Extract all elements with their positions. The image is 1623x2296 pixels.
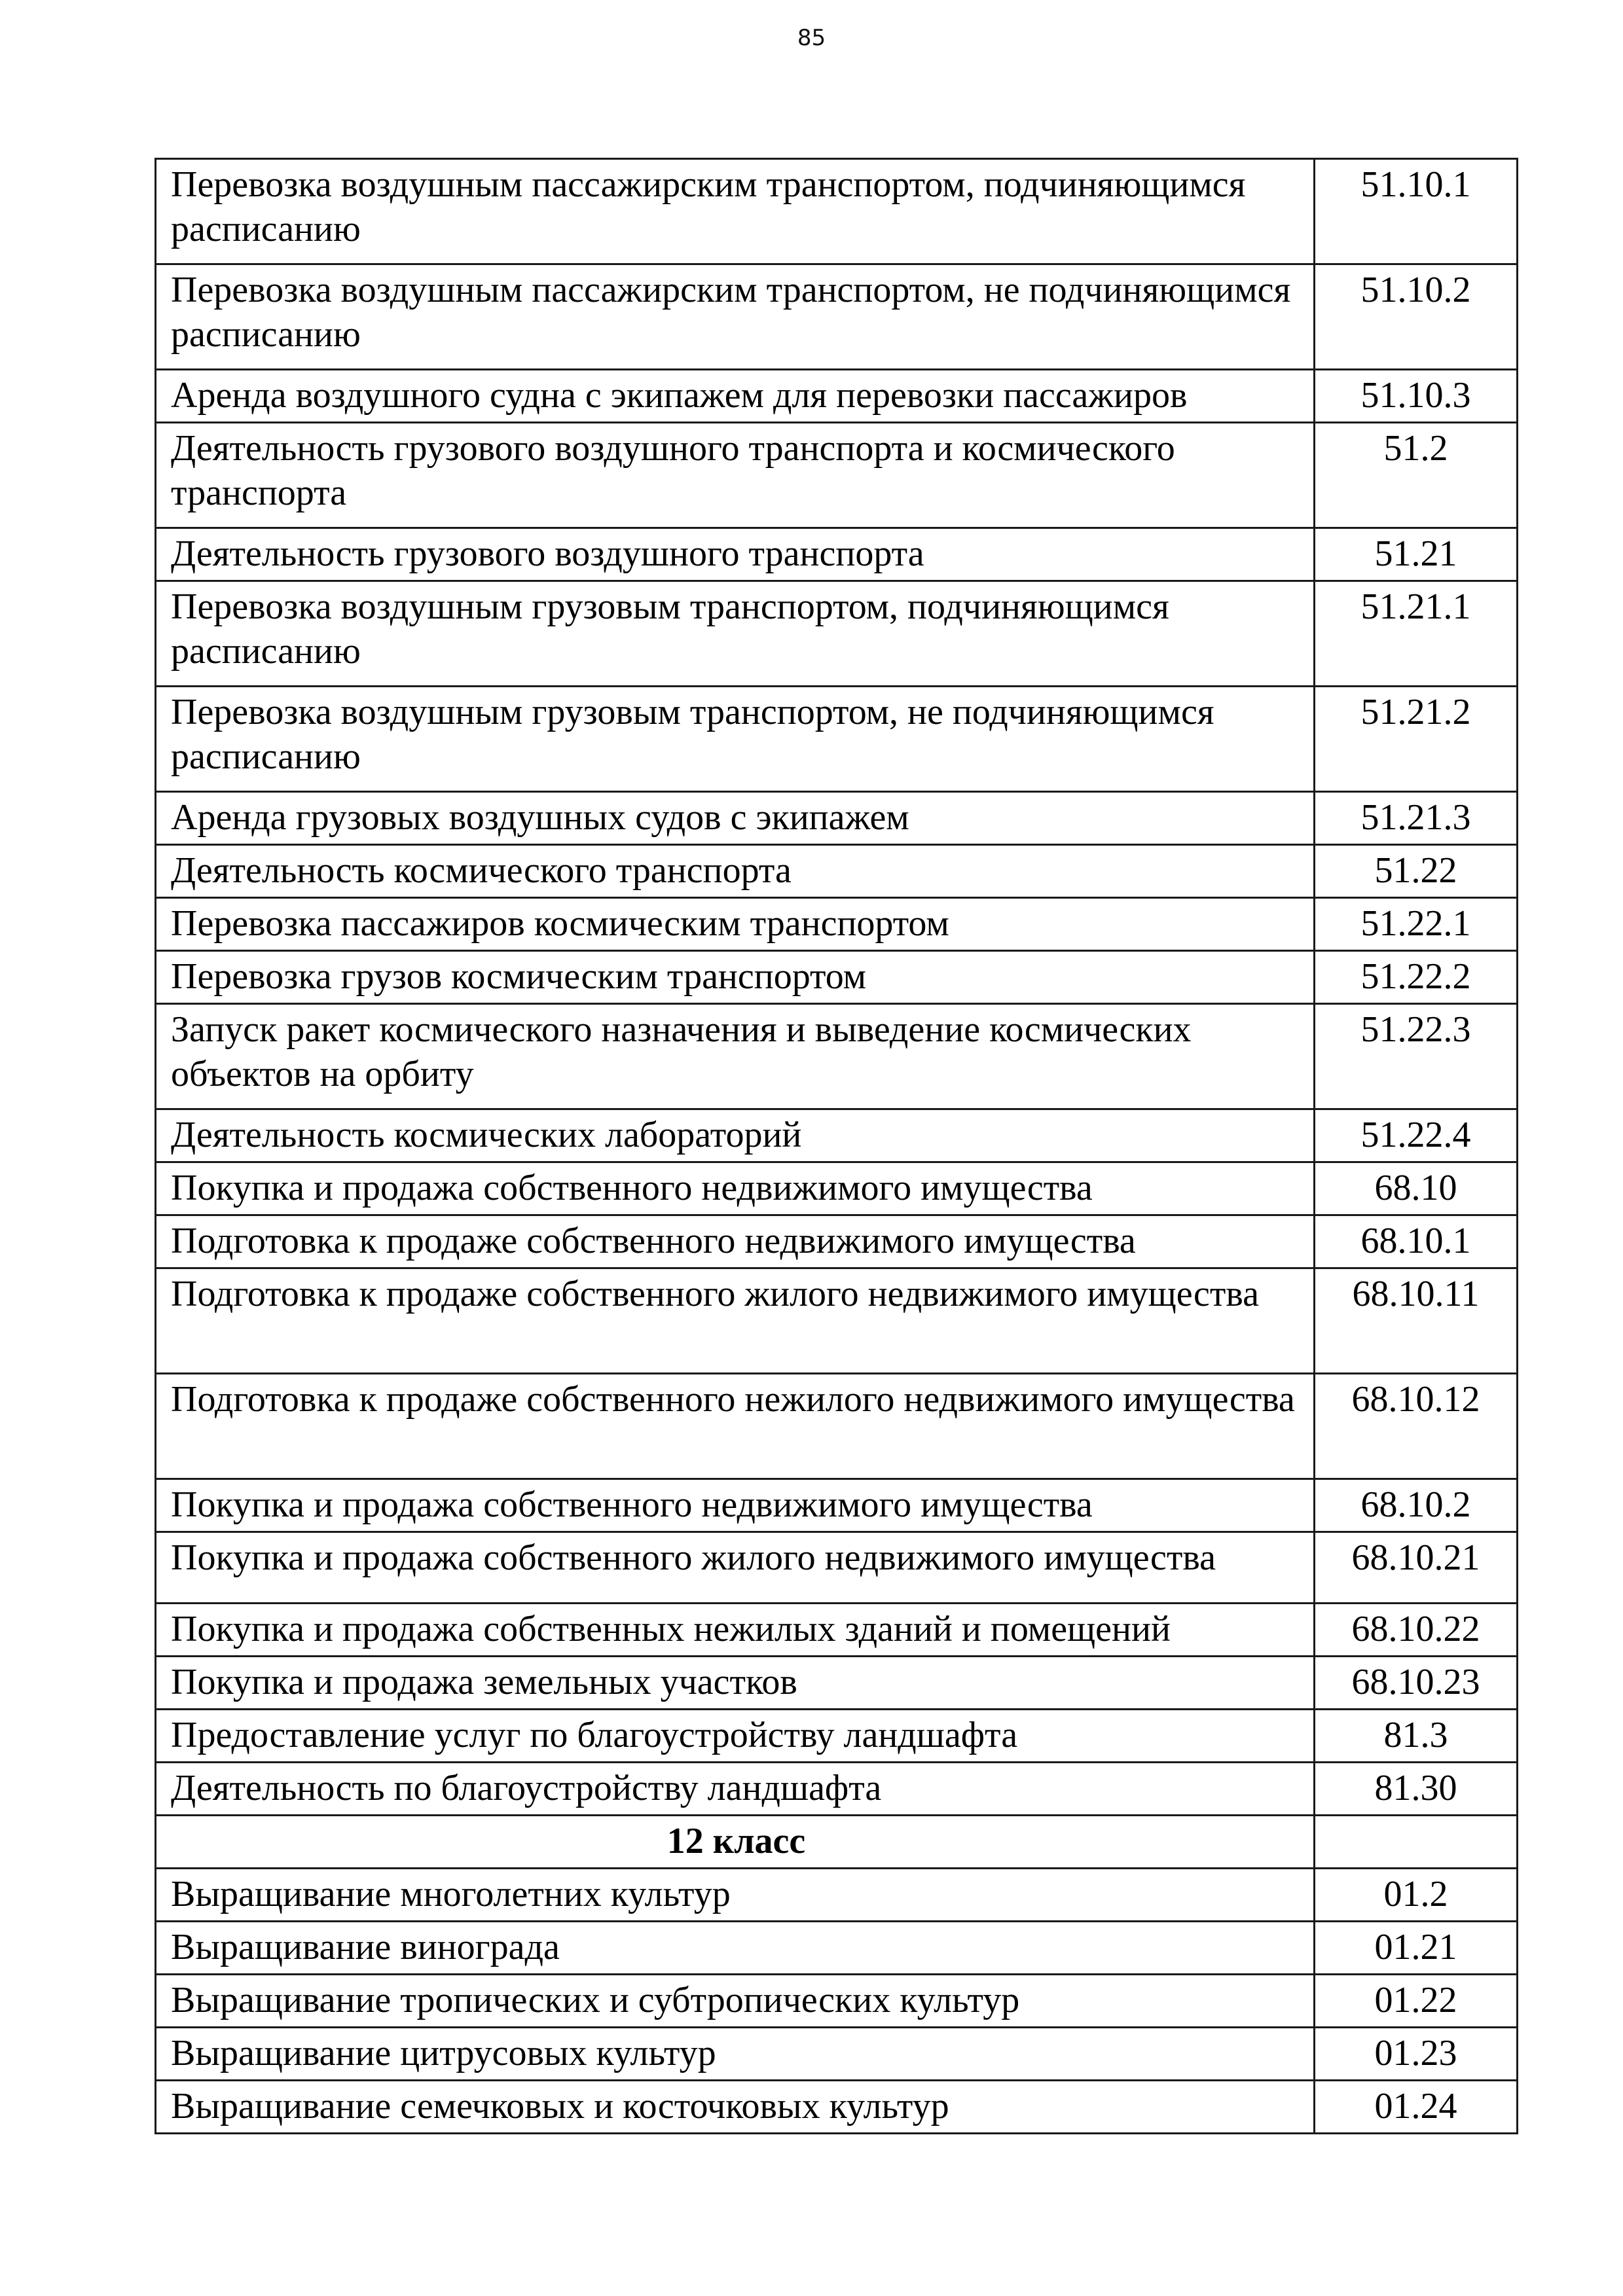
activity-name: Деятельность космического транспорта	[156, 845, 1315, 898]
table-row	[156, 1869, 1518, 1922]
table-row	[156, 951, 1518, 1004]
activity-name: Перевозка воздушным пассажирским транспортом, не подчиняющимся расписанию	[156, 264, 1315, 370]
table-row	[156, 264, 1518, 370]
activity-name: Подготовка к продаже собственного нежилого недвижимого имущества	[156, 1374, 1315, 1479]
activity-name: Выращивание цитрусовых культур	[156, 2028, 1315, 2081]
activity-code: 51.22.4	[1315, 1109, 1518, 1162]
table-row	[156, 1479, 1518, 1532]
table-row	[156, 1763, 1518, 1816]
table-row	[156, 1710, 1518, 1763]
activity-code: 68.10.21	[1315, 1532, 1518, 1604]
activity-name: Подготовка к продаже собственного жилого недвижимого имущества	[156, 1268, 1315, 1374]
activity-code: 51.21.3	[1315, 792, 1518, 845]
activity-name: Покупка и продажа собственного недвижимого имущества	[156, 1162, 1315, 1215]
activity-code: 81.30	[1315, 1763, 1518, 1816]
activity-code: 68.10.1	[1315, 1215, 1518, 1268]
activity-code: 81.3	[1315, 1710, 1518, 1763]
activity-name: Перевозка воздушным пассажирским транспортом, подчиняющимся расписанию	[156, 159, 1315, 264]
activity-name: Покупка и продажа земельных участков	[156, 1657, 1315, 1710]
activity-name: Покупка и продажа собственных нежилых зданий и помещений	[156, 1604, 1315, 1657]
table-row	[156, 1975, 1518, 2028]
activity-name: Покупка и продажа собственного недвижимого имущества	[156, 1479, 1315, 1532]
activity-name: Выращивание тропических и субтропических культур	[156, 1975, 1315, 2028]
activity-code: 51.21.2	[1315, 687, 1518, 792]
table-row	[156, 1215, 1518, 1268]
activity-name: Выращивание винограда	[156, 1922, 1315, 1975]
page-number: 85	[797, 25, 826, 51]
activity-code: 51.21	[1315, 528, 1518, 581]
activity-code: 68.10.22	[1315, 1604, 1518, 1657]
activity-name: Перевозка воздушным грузовым транспортом, подчиняющимся расписанию	[156, 581, 1315, 687]
activity-code: 51.10.1	[1315, 159, 1518, 264]
table-row	[156, 581, 1518, 687]
activity-code: 68.10.11	[1315, 1268, 1518, 1374]
table-row	[156, 159, 1518, 264]
table-row	[156, 792, 1518, 845]
table-row	[156, 2081, 1518, 2134]
table-row	[156, 1162, 1518, 1215]
table-row	[156, 845, 1518, 898]
activity-codes-table	[155, 158, 1518, 2134]
activity-name: Перевозка пассажиров космическим транспортом	[156, 898, 1315, 951]
table-row	[156, 1657, 1518, 1710]
activity-code: 01.22	[1315, 1975, 1518, 2028]
activity-code: 51.2	[1315, 423, 1518, 528]
table-row	[156, 1604, 1518, 1657]
table-row	[156, 1922, 1518, 1975]
activity-code: 51.10.2	[1315, 264, 1518, 370]
table-row	[156, 1532, 1518, 1604]
table-row	[156, 1374, 1518, 1479]
activity-code: 51.22	[1315, 845, 1518, 898]
activity-name: Перевозка грузов космическим транспортом	[156, 951, 1315, 1004]
activity-code: 51.22.3	[1315, 1004, 1518, 1109]
activity-name: Аренда воздушного судна с экипажем для перевозки пассажиров	[156, 370, 1315, 423]
activity-code: 01.2	[1315, 1869, 1518, 1922]
table-row	[156, 687, 1518, 792]
activity-code: 01.21	[1315, 1922, 1518, 1975]
activity-name: Деятельность по благоустройству ландшафта	[156, 1763, 1315, 1816]
table-row	[156, 1004, 1518, 1109]
table-row	[156, 423, 1518, 528]
activity-code: 51.21.1	[1315, 581, 1518, 687]
activity-code: 01.24	[1315, 2081, 1518, 2134]
table-row	[156, 2028, 1518, 2081]
activity-name: Предоставление услуг по благоустройству ландшафта	[156, 1710, 1315, 1763]
activity-name: Выращивание семечковых и косточковых культур	[156, 2081, 1315, 2134]
activity-name: Перевозка воздушным грузовым транспортом, не подчиняющимся расписанию	[156, 687, 1315, 792]
activity-name: Покупка и продажа собственного жилого недвижимого имущества	[156, 1532, 1315, 1604]
table-row	[156, 898, 1518, 951]
activity-name: Аренда грузовых воздушных судов с экипажем	[156, 792, 1315, 845]
activity-name: Подготовка к продаже собственного недвижимого имущества	[156, 1215, 1315, 1268]
activity-code: 68.10	[1315, 1162, 1518, 1215]
activity-name: Выращивание многолетних культур	[156, 1869, 1315, 1922]
activity-name: Деятельность космических лабораторий	[156, 1109, 1315, 1162]
activity-code: 68.10.23	[1315, 1657, 1518, 1710]
section-header: 12 класс	[156, 1816, 1315, 1869]
activity-name: Деятельность грузового воздушного транспорта	[156, 528, 1315, 581]
table-row	[156, 370, 1518, 423]
activity-code: 68.10.12	[1315, 1374, 1518, 1479]
section-header-row	[156, 1816, 1518, 1869]
activity-code: 01.23	[1315, 2028, 1518, 2081]
activity-code: 51.22.1	[1315, 898, 1518, 951]
activity-name: Запуск ракет космического назначения и выведение космических объектов на орбиту	[156, 1004, 1315, 1109]
activity-code: 51.10.3	[1315, 370, 1518, 423]
activity-name: Деятельность грузового воздушного транспорта и космического транспорта	[156, 423, 1315, 528]
table-row	[156, 528, 1518, 581]
activity-code: 51.22.2	[1315, 951, 1518, 1004]
activity-code: 68.10.2	[1315, 1479, 1518, 1532]
activity-code	[1315, 1816, 1518, 1869]
table-row	[156, 1109, 1518, 1162]
table-row	[156, 1268, 1518, 1374]
